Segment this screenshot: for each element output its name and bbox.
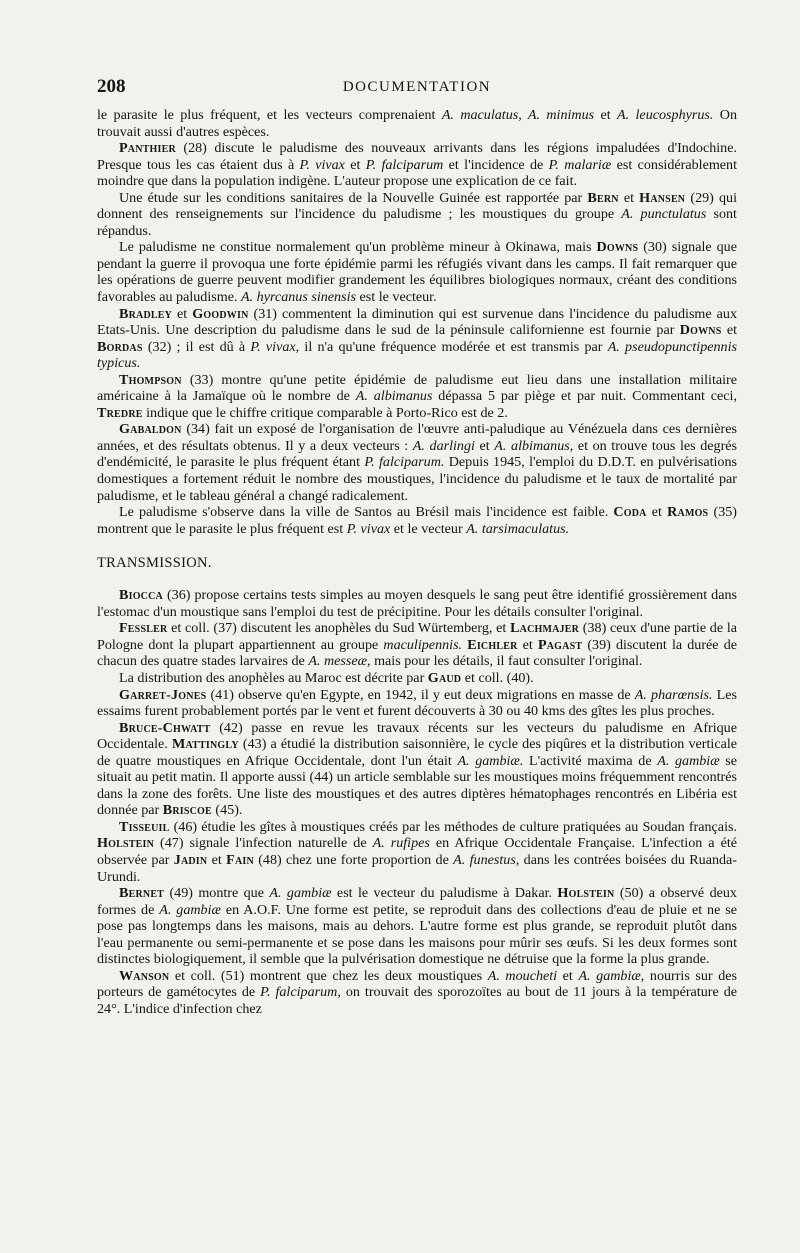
text-run: (46) étudie les gîtes à moustiques créés par les méthodes de culture pratiquées au Soudan français. bbox=[169, 818, 737, 835]
species-name: A. funestus bbox=[453, 851, 516, 868]
text-run: en A.O.F. Une forme est petite, se reproduit dans des collections d'eau de pluie et ne se pose pas longtemps dans les maisons, mais au dehors. L'autre forme est plus grande, se reproduit plutôt dans l'eau permanente ou semi-permanente et se pose dans les maisons pour mûrir ses œufs. Si les deux formes sont distinctes biologiquement, il semble que la pulvérisation domestique ne détruise que la forme la plus grande. bbox=[97, 901, 737, 968]
author-name: Fain bbox=[226, 851, 254, 868]
text-run: (47) signale l'infection naturelle de bbox=[154, 835, 373, 852]
text-run: (29) qui donnent des renseignements sur l'incidence du paludisme ; les moustiques du groupe bbox=[97, 189, 738, 223]
species-name: A. albimanus bbox=[494, 437, 570, 454]
author-name: Panthier bbox=[119, 140, 176, 157]
text-run: est le vecteur. bbox=[356, 289, 437, 306]
text-run: et bbox=[344, 156, 366, 173]
author-name: Ramos bbox=[667, 504, 709, 521]
author-name: Coda bbox=[613, 504, 647, 521]
text-run: et coll. (40). bbox=[461, 669, 534, 686]
text-run: Le paludisme s'observe dans la ville de Santos au Brésil mais l'incidence est faible. bbox=[119, 504, 614, 521]
species-name: A. moucheti bbox=[487, 967, 558, 984]
paragraphs-after-section bbox=[97, 587, 737, 1017]
text-run: et l'incidence de bbox=[443, 156, 549, 173]
paragraphs-before-section bbox=[97, 107, 737, 537]
text-run: et coll. (37) discutent les anophèles du Sud Würtemberg, et bbox=[167, 620, 511, 637]
author-name: Bradley bbox=[119, 305, 173, 322]
text-run: et coll. (51) montrent que chez les deux moustiques bbox=[169, 967, 488, 984]
text-run: le parasite le plus fréquent, et les vecteurs comprenaient bbox=[97, 107, 442, 123]
author-name: Pagast bbox=[537, 636, 583, 653]
text-run: (50) a observé deux formes de bbox=[97, 885, 737, 918]
species-name: A. gambiæ bbox=[269, 885, 332, 902]
species-name: A. leucosphyrus. bbox=[617, 107, 714, 123]
paragraph bbox=[97, 239, 737, 305]
paragraph bbox=[97, 720, 737, 819]
species-name: P. falciparum bbox=[365, 156, 444, 173]
author-name: Thompson bbox=[119, 371, 182, 388]
author-name: Downs bbox=[596, 239, 639, 256]
text-run: (48) chez une forte proportion de bbox=[253, 851, 454, 868]
text-run: Le paludisme ne constitue normalement qu'un problème mineur à Okinawa, mais bbox=[119, 239, 597, 256]
text-run: en Afrique Occidentale Française. L'infection a été observée par bbox=[97, 835, 737, 868]
author-name: Goodwin bbox=[192, 305, 249, 322]
paragraph bbox=[97, 885, 737, 968]
species-name: A. pharœnsis. bbox=[634, 686, 713, 703]
species-name: P. vivax bbox=[346, 520, 391, 537]
text-run: et bbox=[618, 189, 640, 206]
author-name: Bern bbox=[587, 189, 619, 206]
paragraph bbox=[97, 587, 737, 620]
text-run: , mais pour les détails, il faut consulter l'original. bbox=[367, 653, 643, 670]
species-name: A. messeæ bbox=[308, 653, 368, 670]
author-name: Holstein bbox=[97, 835, 155, 852]
body-text bbox=[97, 107, 737, 1017]
author-name: Gaud bbox=[427, 669, 462, 686]
text-run: (49) montre que bbox=[164, 885, 270, 902]
text-run: est considérablement moindre que dans la population indigène. L'auteur propose une explication de ce fait. bbox=[97, 156, 738, 190]
author-name: Garret-Jones bbox=[119, 686, 207, 703]
author-name: Gabaldon bbox=[119, 421, 182, 438]
text-run: est le vecteur du paludisme à Dakar. bbox=[331, 885, 558, 902]
paragraph bbox=[97, 306, 737, 372]
species-name: A. hyrcanus sinensis bbox=[241, 289, 356, 306]
paragraph bbox=[97, 140, 737, 190]
author-name: Holstein bbox=[557, 885, 615, 902]
paragraph bbox=[97, 372, 737, 422]
species-name: A. punctulatus bbox=[621, 206, 707, 223]
text-run: , on trouvait des sporozoïtes au bout de 11 jours à la température de 24°. L'indice d'infection chez bbox=[97, 984, 737, 1017]
text-run: (42) passe en revue les travaux récents sur les vecteurs du paludisme en Afrique Occidentale. bbox=[97, 719, 737, 753]
species-name: A. maculatus, A. minimus bbox=[441, 107, 595, 123]
author-name: Lachmajer bbox=[510, 620, 580, 637]
author-name: Wanson bbox=[119, 967, 170, 984]
text-run: L'activité maxima de bbox=[523, 752, 658, 769]
species-name: A. darlingi bbox=[412, 437, 475, 454]
paragraph bbox=[97, 620, 737, 670]
paragraph bbox=[97, 819, 737, 885]
species-name: A. tarsimaculatus. bbox=[466, 520, 570, 537]
text-run: (33) montre qu'une petite épidémie de paludisme eut lieu dans une installation militaire américaine à la Jamaïque où le nombre de bbox=[97, 371, 737, 405]
species-name: A. gambiæ bbox=[578, 967, 641, 984]
paragraph bbox=[97, 107, 737, 140]
text-run: indique que le chiffre critique comparable à Porto-Rico est de 2. bbox=[142, 404, 508, 421]
text-run: et bbox=[474, 437, 495, 454]
text-run: et bbox=[594, 107, 618, 123]
text-run: et bbox=[172, 305, 193, 322]
author-name: Bruce-Chwatt bbox=[119, 719, 211, 736]
text-run: (31) commentent la diminution qui est survenue dans l'incidence du paludisme aux Etats-Unis. Une description du paludisme dans le sud de la péninsule californienne est fournie par bbox=[97, 305, 738, 339]
species-name: P. falciparum bbox=[260, 984, 338, 1001]
species-name: A. pseudopunctipennis typicus. bbox=[97, 338, 737, 372]
text-run: se situait au petit matin. Il apporte aussi (44) un article semblable sur les moustiques moins fréquemment rencontrés dans la zone des forêts. Une liste des moustiques et des autres diptères hématophages rencontrés en Libéria est donnée par bbox=[97, 752, 737, 819]
text-run: Une étude sur les conditions sanitaires de la Nouvelle Guinée est rapportée par bbox=[119, 189, 588, 206]
species-name: P. falciparum. bbox=[364, 454, 445, 471]
text-run: (30) signale que pendant la guerre il provoqua une forte épidémie parmi les réfugiés vivant dans les camps. Il fait remarquer que les opérations de guerre peuvent modifier grandement les équilibres biologiques normaux, créant des conditions favorables au paludisme. bbox=[97, 239, 737, 306]
text-run: , et on trouve tous les degrés d'endémicité, le parasite le plus fréquent étant bbox=[97, 437, 737, 471]
text-run: et bbox=[517, 636, 538, 653]
text-run: et le vecteur bbox=[390, 520, 467, 537]
author-name: Fessler bbox=[119, 620, 168, 637]
text-run: sont répandus. bbox=[97, 206, 737, 239]
section-heading: TRANSMISSION. bbox=[97, 555, 212, 572]
page-header bbox=[97, 76, 737, 98]
species-name: A. albimanus bbox=[355, 388, 433, 405]
paragraph bbox=[97, 687, 737, 720]
text-run: dépassa 5 par piège et par nuit. Commentant ceci, bbox=[432, 388, 737, 405]
text-run: et bbox=[646, 504, 668, 521]
species-name: A. gambiæ bbox=[657, 752, 720, 769]
species-name: maculipennis. bbox=[383, 636, 463, 653]
author-name: Bordas bbox=[97, 338, 143, 355]
text-run: (35) montrent que le parasite le plus fréquent est bbox=[97, 504, 737, 537]
text-run: Les essaims furent probablement portés par le vent et furent découverts à 30 ou 40 kms des gîtes les plus proches. bbox=[97, 686, 738, 720]
text-run: (38) ceux d'une partie de la Pologne dont la plupart appartiennent au groupe bbox=[97, 620, 738, 653]
author-name: Briscoe bbox=[162, 802, 212, 819]
paragraph bbox=[97, 504, 737, 537]
text-run: Depuis 1945, l'emploi du D.D.T. en pulvérisations domestiques a fortement réduit le nombre des moustiques, l'incidence du paludisme et le taux de mortalité par paludisme, et le tableau général a changé radicalement. bbox=[97, 454, 738, 504]
species-name: A. gambiæ. bbox=[457, 752, 524, 769]
species-name: P. malariæ bbox=[548, 156, 612, 173]
text-run: , nourris sur des porteurs de gamétocytes de bbox=[97, 967, 737, 1001]
text-run: et bbox=[207, 851, 227, 868]
text-run: , il n'a qu'une fréquence modérée et est transmis par bbox=[295, 338, 608, 355]
text-run: (43) a étudié la distribution saisonnière, le cycle des piqûres et la distribution verticale de quatre moustiques en Afrique Occidentale, dont l'un était bbox=[97, 736, 738, 769]
text-run: (36) propose certains tests simples au moyen desquels le sang peut être identifié grossièrement dans l'estomac d'un moustique sans l'emploi du test de précipitine. Pour les détails consulter l'original. bbox=[97, 587, 737, 620]
running-head: DOCUMENTATION bbox=[342, 79, 492, 95]
text-run: et bbox=[721, 322, 737, 339]
paragraph bbox=[97, 968, 737, 1018]
author-name: Tisseuil bbox=[119, 818, 170, 835]
author-name: Hansen bbox=[639, 189, 686, 206]
author-name: Bernet bbox=[119, 885, 165, 902]
text-run: (45). bbox=[211, 802, 243, 819]
author-name: Jadin bbox=[173, 851, 208, 868]
text-run: (34) fait un exposé de l'organisation de l'œuvre anti-paludique au Vénézuela dans ces dernières années, et des résultats obtenus. Il y a deux vecteurs : bbox=[97, 421, 737, 454]
author-name: Downs bbox=[679, 322, 722, 339]
paragraph bbox=[97, 421, 737, 504]
author-name: Biocca bbox=[119, 587, 163, 604]
species-name: A. rufipes bbox=[372, 835, 430, 852]
text-run: et bbox=[557, 967, 579, 984]
paragraph bbox=[97, 670, 737, 687]
text-run: La distribution des anophèles au Maroc est décrite par bbox=[119, 669, 428, 686]
text-run: (28) discute le paludisme des nouveaux arrivants dans les régions impaludées d'Indochine. Presque tous les cas étaient dus à bbox=[97, 140, 737, 173]
author-name: Eichler bbox=[467, 636, 518, 653]
species-name: P. vivax bbox=[299, 156, 345, 173]
species-name: A. gambiæ bbox=[159, 901, 221, 918]
text-run: (41) observe qu'en Egypte, en 1942, il y eut deux migrations en masse de bbox=[206, 686, 635, 703]
text-run: (32) ; il est dû à bbox=[142, 338, 251, 355]
paragraph bbox=[97, 190, 737, 240]
author-name: Mattingly bbox=[171, 736, 239, 753]
text-run: On trouvait aussi d'autres espèces. bbox=[97, 107, 738, 140]
species-name: P. vivax bbox=[250, 338, 296, 355]
author-name: Tredre bbox=[97, 404, 143, 421]
page-number: 208 bbox=[97, 76, 126, 97]
text-run: (39) discutent la durée de chacun des quatre stades larvaires de bbox=[97, 636, 737, 670]
text-run: , dans les contrées boisées du Ruanda-Urundi. bbox=[97, 851, 738, 885]
